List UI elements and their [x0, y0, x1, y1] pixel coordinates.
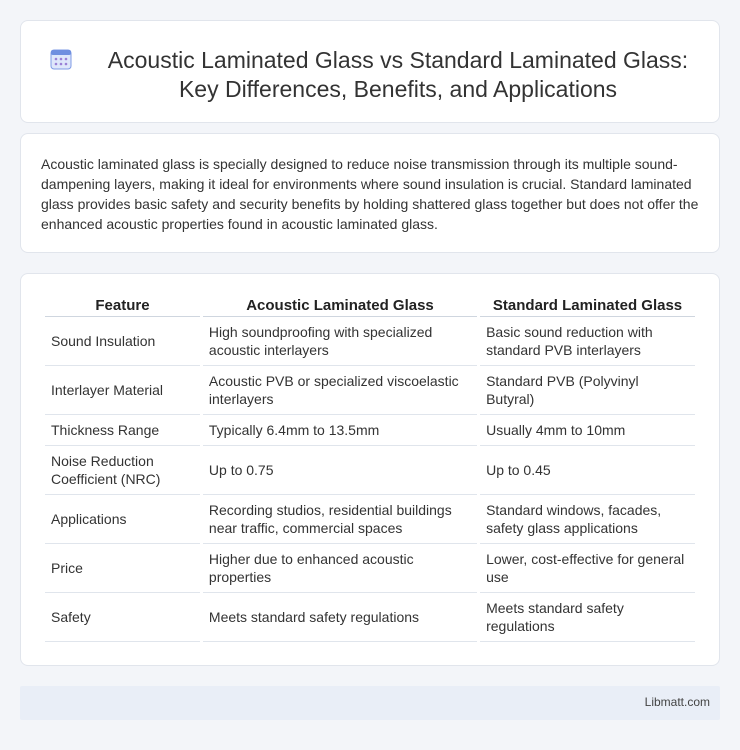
table-cell-feature: Interlayer Material [45, 366, 200, 415]
intro-paragraph: Acoustic laminated glass is specially designed to reduce noise transmission through its multiple sound-dampening layers, making it ideal for environments where sound insulation is crucial. Standard laminated glass provides basic safety and security benefits by holding shattered glass together but does not offer the enhanced acoustic properties found in acoustic laminated glass. [41, 156, 699, 232]
table-cell-acoustic: Acoustic PVB or specialized viscoelastic interlayers [203, 366, 477, 415]
table-cell-acoustic: Meets standard safety regulations [203, 593, 477, 642]
page-title [93, 46, 703, 104]
page-title-line2: Key Differences, Benefits, and Applications [178, 76, 618, 102]
table-cell-standard: Standard windows, facades, safety glass applications [480, 495, 695, 544]
table-cell-feature: Sound Insulation [45, 317, 200, 366]
table-cell-acoustic: Up to 0.75 [203, 446, 477, 495]
table-row [45, 415, 695, 446]
table-cell-acoustic: Higher due to enhanced acoustic properties [203, 544, 477, 593]
comparison-card [20, 273, 720, 666]
table-cell-standard: Basic sound reduction with standard PVB interlayers [480, 317, 695, 366]
table-header-row [45, 297, 695, 317]
table-cell-standard: Lower, cost-effective for general use [480, 544, 695, 593]
column-header-acoustic: Acoustic Laminated Glass [203, 297, 477, 317]
header-card [20, 20, 720, 123]
table-cell-feature: Thickness Range [45, 415, 200, 446]
table-row [45, 544, 695, 593]
table-cell-feature: Applications [45, 495, 200, 544]
table-cell-acoustic: High soundproofing with specialized acoustic interlayers [203, 317, 477, 366]
table-row [45, 317, 695, 366]
calendar-grid-icon [49, 47, 73, 71]
table-cell-feature: Price [45, 544, 200, 593]
table-cell-feature: Noise Reduction Coefficient (NRC) [45, 446, 200, 495]
column-header-feature: Feature [45, 297, 200, 317]
table-cell-acoustic: Recording studios, residential buildings near traffic, commercial spaces [203, 495, 477, 544]
intro-card [20, 133, 720, 253]
table-row [45, 446, 695, 495]
comparison-table [42, 297, 698, 642]
column-header-standard: Standard Laminated Glass [480, 297, 695, 317]
table-row [45, 593, 695, 642]
footer-bar [20, 686, 720, 720]
table-cell-feature: Safety [45, 593, 200, 642]
page-title-line1: Acoustic Laminated Glass vs Standard Laminated Glass: [107, 47, 689, 73]
table-cell-acoustic: Typically 6.4mm to 13.5mm [203, 415, 477, 446]
table-cell-standard: Usually 4mm to 10mm [480, 415, 695, 446]
table-row [45, 495, 695, 544]
table-cell-standard: Standard PVB (Polyvinyl Butyral) [480, 366, 695, 415]
table-row [45, 366, 695, 415]
table-cell-standard: Up to 0.45 [480, 446, 695, 495]
table-cell-standard: Meets standard safety regulations [480, 593, 695, 642]
footer-site-link[interactable]: Libmatt.com [644, 695, 710, 709]
